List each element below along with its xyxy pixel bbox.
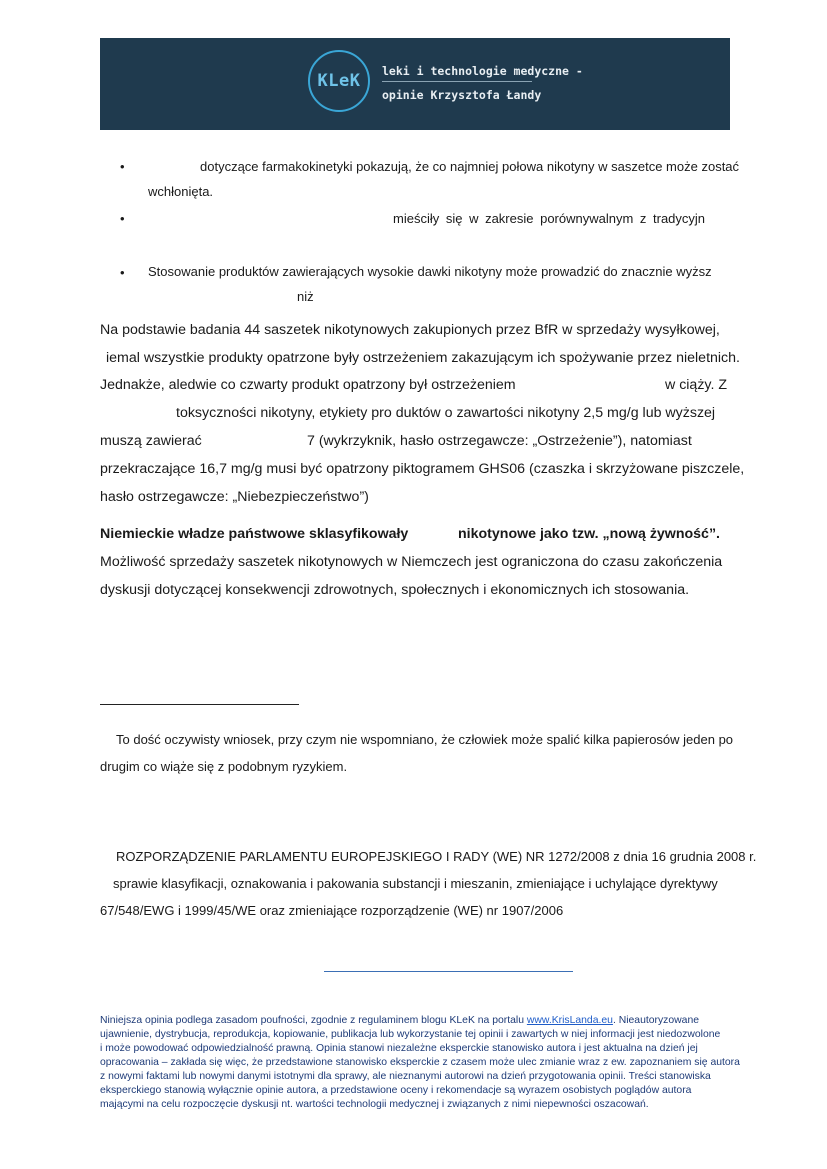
footer-line-1b: . Nieautoryzowane	[612, 1015, 699, 1026]
header-banner	[100, 38, 730, 130]
bullet-3-line-1: Stosowanie produktów zawierających wysokie dawki nikotyny może prowadzić do znacznie wyższ	[148, 264, 712, 279]
tagline-divider	[382, 81, 532, 82]
p1-line-3b: w ciąży. Z	[665, 377, 728, 393]
footnote-2-line-1: ROZPORZĄDZENIE PARLAMENTU EUROPEJSKIEGO I RADY (WE) NR 1272/2008 z dnia 16 grudnia 2008 r.	[116, 849, 757, 864]
p2-line-1b: nikotynowe jako tzw. „nową żywność”.	[458, 526, 720, 542]
bullet-1-line-1: dotyczące farmakokinetyki pokazują, że co najmniej połowa nikotyny w saszetce może zostać	[200, 159, 740, 174]
footer-line-1	[100, 1015, 730, 1026]
footnote-2-line-2: sprawie klasyfikacji, oznakowania i pakowania substancji i mieszanin, zmieniające i uchylające dyrektywy	[113, 876, 718, 891]
footer-line-3: i może powodować odpowiedzialność prawną. Opinia stanowi niezależne eksperckie stanowisko autora i jest aktualna na dzień jej	[100, 1043, 698, 1054]
p1-line-6: przekraczające 16,7 mg/g musi być opatrzony piktogramem GHS06 (czaszka i skrzyżowane piszczele,	[100, 461, 745, 477]
p1-line-1: Na podstawie badania 44 saszetek nikotynowych zakupionych przez BfR w sprzedaży wysyłkowej,	[100, 322, 720, 338]
tagline-2: opinie Krzysztofa Łandy	[382, 88, 542, 102]
p1-line-2: iemal wszystkie produkty opatrzone były ostrzeżeniem zakazującym ich spożywanie przez nieletnich.	[106, 350, 740, 366]
footer-line-7: mającymi na celu rozpoczęcie dyskusji nt. wartości technologii medycznej i związanych z nimi niepewności oszacowań.	[100, 1099, 649, 1110]
footnote-separator	[100, 704, 299, 705]
footer-line-5: z nowymi faktami lub nowymi danymi istotnymi dla sprawy, ale nieznanymi autorowi na dzień przygotowania opinii. Treści stanowiska	[100, 1071, 711, 1082]
p1-line-5b: 7 (wykrzyknik, hasło ostrzegawcze: „Ostrzeżenie”), natomiast	[307, 433, 692, 449]
footnote-2-line-3: 67/548/EWG i 1999/45/WE oraz zmieniające rozporządzenie (WE) nr 1907/2006	[100, 903, 564, 918]
footnote-1-line-2: drugim co wiąże się z podobnym ryzykiem.	[100, 759, 348, 774]
p2-line-2: Możliwość sprzedaży saszetek nikotynowych w Niemczech jest ograniczona do czasu zakończenia	[100, 554, 723, 570]
bullet-2-line-1: mieściły się w zakresie porównywalnym z tradycyjn	[393, 211, 706, 226]
bullet-dot: •	[120, 211, 125, 226]
p1-line-5a: muszą zawierać	[100, 433, 202, 449]
footer-line-2: ujawnienie, dystrybucja, reprodukcja, kopiowanie, publikacja lub wykorzystanie tej opinii i zawartych w niej informacji jest niedozwolone	[100, 1029, 721, 1040]
footer-line-6: eksperckiego stanowią wyłącznie opinie autora, a przedstawione oceny i rekomendacje są wyrazem osobistych poglądów autora	[100, 1085, 692, 1096]
logo-text: KLeK	[317, 71, 361, 91]
bullet-dot: •	[120, 159, 125, 174]
bullet-3-line-2: niż	[297, 289, 314, 304]
p2-line-1a: Niemieckie władze państwowe sklasyfikowały	[100, 526, 409, 542]
tagline-1: leki i technologie medyczne -	[382, 64, 583, 78]
portal-link[interactable]: www.KrisLanda.eu	[526, 1015, 613, 1026]
footer-line-1a: Niniejsza opinia podlega zasadom poufności, zgodnie z regulaminem blogu KLeK na portalu	[100, 1015, 527, 1026]
p1-line-3a: Jednakże, aledwie co czwarty produkt opatrzony był ostrzeżeniem	[100, 377, 516, 393]
klek-logo	[308, 50, 370, 112]
p2-line-3: dyskusji dotyczącej konsekwencji zdrowotnych, społecznych i ekonomicznych ich stosowania.	[100, 582, 690, 598]
footnote-1-line-1: To dość oczywisty wniosek, przy czym nie wspomniano, że człowiek może spalić kilka papierosów jeden po	[116, 732, 734, 747]
bullet-1-line-2: wchłonięta.	[148, 184, 214, 199]
p1-line-7: hasło ostrzegawcze: „Niebezpieczeństwo”)	[100, 489, 369, 505]
footer-separator	[324, 971, 573, 972]
footer-line-4: opracowania – zakłada się więc, że przedstawione stanowisko eksperckie z czasem może ulec zmianie wraz z ew. zapoznaniem się autora	[100, 1057, 740, 1068]
p1-line-4: toksyczności nikotyny, etykiety pro duktów o zawartości nikotyny 2,5 mg/g lub wyższej	[176, 405, 716, 421]
bullet-dot: •	[120, 265, 125, 280]
